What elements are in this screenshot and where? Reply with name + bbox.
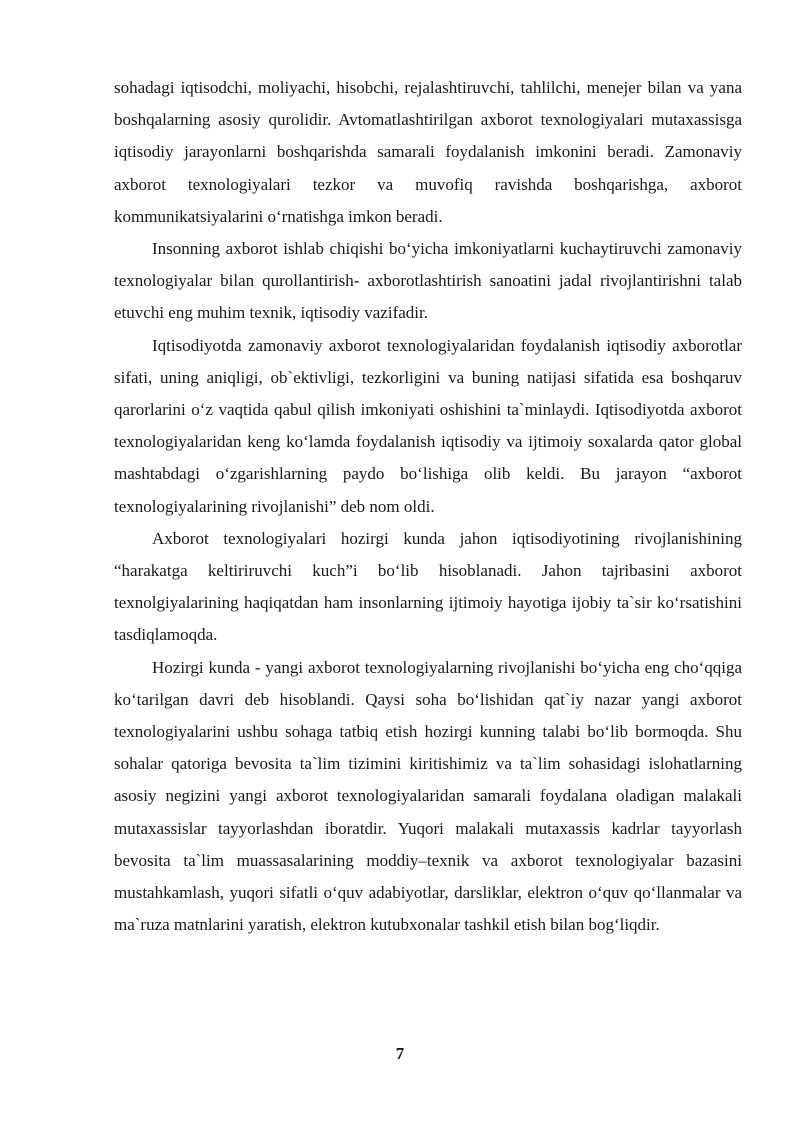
paragraph-4: Axborot texnologiyalari hozirgi kunda jahon iqtisodiyotining rivojlanishining “harakatga keltiriruvchi kuch”i bo‘lib hisoblanadi. Jahon tajribasini axborot texnolgiyalarining haqiqatdan ham insonlarning ijtimoiy hayotiga ijobiy ta`sir ko‘rsatishini tasdiqlamoqda. bbox=[114, 528, 742, 645]
document-body bbox=[114, 72, 742, 941]
paragraph-1: sohadagi iqtisodchi, moliyachi, hisobchi, rejalashtiruvchi, tahlilchi, menejer bilan va yana boshqalarning asosiy qurolidir. Avtomatlashtirilgan axborot texnologiyalari mutaxassisga iqtisodiy jarayonlarni boshqarishda samarali foydalanish imkonini beradi. Zamonaviy axborot texnologiyalari tezkor va muvofiq ravishda boshqarishga, axborot kommunikatsiyalarini o‘rnatishga imkon beradi. bbox=[114, 78, 742, 226]
paragraph-2: Insonning axborot ishlab chiqishi bo‘yicha imkoniyatlarni kuchaytiruvchi zamonaviy texnologiyalar bilan qurollantirish- axborotlashtirish sanoatini jadal rivojlantirishni talab etuvchi eng muhim texnik, iqtisodiy vazifadir. bbox=[114, 239, 742, 323]
page-number: 7 bbox=[395, 1044, 405, 1063]
paragraph-3: Iqtisodiyotda zamonaviy axborot texnologiyalaridan foydalanish iqtisodiy axborotlar sifati, uning aniqligi, ob`ektivligi, tezkorligini va buning natijasi sifatida esa boshqaruv qarorlarini o‘z vaqtida qabul qilish imkoniyati oshishini ta`minlaydi. Iqtisodiyotda axborot texnologiyalaridan keng ko‘lamda foydalanish iqtisodiy va ijtimoiy soxalarda qator global mashtabdagi o‘zgarishlarning paydo bo‘lishiga olib keldi. Bu jarayon “axborot texnologiyalarining rivojlanishi” deb nom oldi. bbox=[114, 335, 742, 516]
paragraph-5: Hozirgi kunda - yangi axborot texnologiyalarning rivojlanishi bo‘yicha eng cho‘qqiga ko‘tarilgan davri deb hisoblandi. Qaysi soha bo‘lishidan qat`iy nazar yangi axborot texnologiyalarini ushbu sohaga tatbiq etish hozirgi kunning talabi bo‘lib bormoqda. Shu sohalar qatoriga bevosita ta`lim tizimini kiritishimiz va ta`lim sohasidagi islohatlarning asosiy negizini yangi axborot texnologiyalaridan samarali foydalana oladigan malakali mutaxassislar tayyorlashdan iboratdir. Yuqori malakali mutaxassis kadrlar tayyorlash bevosita ta`lim muassasalarining moddiy–texnik va axborot texnologiyalar bazasini mustahkamlash, yuqori sifatli o‘quv adabiyotlar, darsliklar, elektron o‘quv qo‘llanmalar va ma`ruza matnlarini yaratish, elektron kutubxonalar tashkil etish bilan bog‘liqdir. bbox=[114, 657, 742, 935]
